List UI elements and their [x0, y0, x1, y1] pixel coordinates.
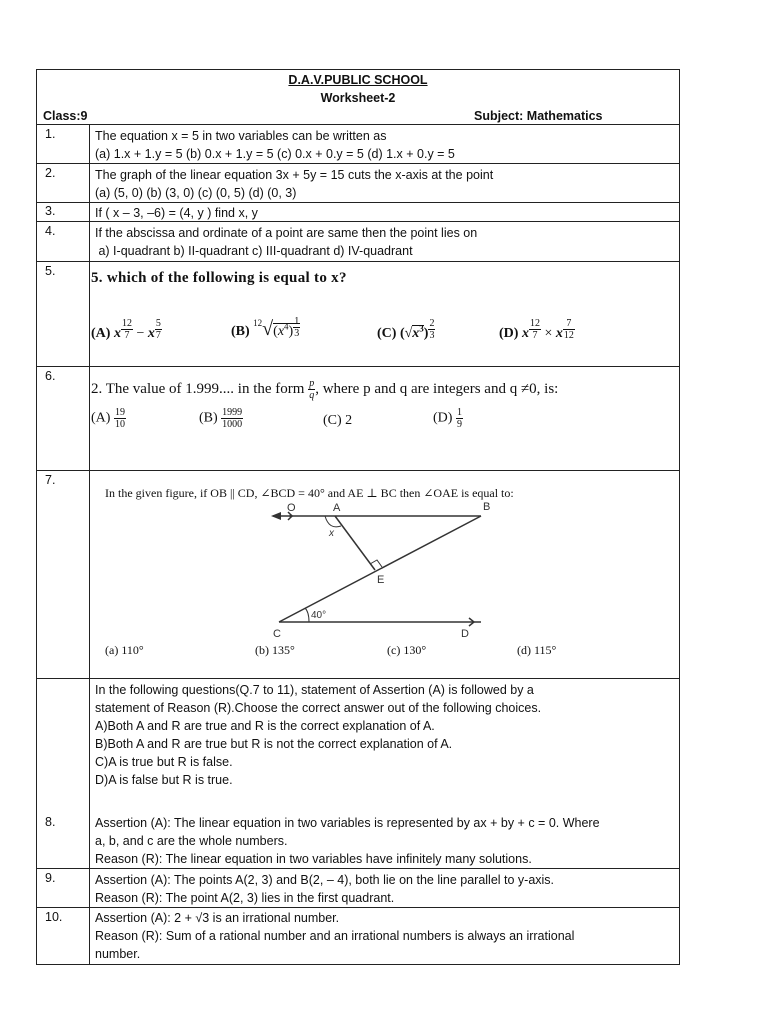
q6-option-a: (A) $\frac{19}{10}$: [91, 407, 125, 430]
line-cb: [279, 516, 481, 622]
choice-c-text: C)A is true but R is false.: [95, 755, 233, 769]
instructions-line: In the following questions(Q.7 to 11), statement of Assertion (A) is followed by a: [95, 683, 534, 697]
label-d: D: [461, 628, 469, 640]
assertion-instructions: [95, 681, 671, 789]
label-o: O: [287, 502, 296, 514]
q9-text: [95, 871, 671, 907]
worksheet-table: [36, 69, 680, 965]
q1-number: 1.: [45, 127, 56, 141]
choice-a-text: A)Both A and R are true and R is the correct explanation of A.: [95, 719, 435, 733]
q2-stem: The graph of the linear equation 3x + 5y = 15 cuts the x-axis at the point: [95, 168, 494, 182]
q6-option-c: (C) 2: [323, 413, 353, 428]
q10-number: 10.: [45, 910, 63, 924]
q10-text: [95, 909, 671, 963]
q5-number: 5.: [45, 264, 56, 278]
q3-text: If ( x – 3, –6) = (4, y ) find x, y: [95, 206, 258, 220]
label-e: E: [377, 574, 385, 586]
q5-option-d: (D) x $^{\frac{12}{7}}$ × x $^{\frac{7}{12}}$: [499, 318, 574, 342]
q10-reason-cont: number.: [95, 947, 141, 961]
instructions-line: statement of Reason (R).Choose the correct answer out of the following choices.: [95, 701, 542, 715]
q1-options: (a) 1.x + 1.y = 5 (b) 0.x + 1.y = 5 (c) 0.x + 0.y = 5 (d) 1.x + 0.y = 5: [95, 147, 455, 161]
q8-assertion: Assertion (A): The linear equation in two variables is represented by ax + by + c = 0. Where: [95, 816, 600, 830]
q10-assertion: Assertion (A): 2 + √3 is an irrational number.: [95, 911, 340, 925]
q6-stem: 2. The value of 1.999.... in the form $\frac{p}{q}$ , where p and q are integers and q ≠0, is:: [91, 378, 559, 401]
label-c: C: [273, 628, 281, 640]
q3-number: 3.: [45, 204, 56, 218]
q9-reason: Reason (R): The point A(2, 3) lies in the first quadrant.: [95, 891, 395, 905]
q10-reason: Reason (R): Sum of a rational number and an irrational numbers is always an irrational: [95, 929, 575, 943]
label-angle: 40°: [311, 610, 327, 621]
q6-option-b: (B) $\frac{1999}{1000}$: [199, 407, 243, 430]
q5-option-a: (A) x $^{\frac{12}{7}}$ − x $^{\frac{5}{7}}$: [91, 318, 161, 342]
label-a: A: [333, 502, 341, 514]
q4-stem: If the abscissa and ordinate of a point are same then the point lies on: [95, 226, 478, 240]
q8-assertion-cont: a, b, and c are the whole numbers.: [95, 834, 288, 848]
q4-number: 4.: [45, 224, 56, 238]
q9-assertion: Assertion (A): The points A(2, 3) and B(2, – 4), both lie on the line parallel to y-axis.: [95, 873, 555, 887]
q8-text: [95, 814, 671, 868]
subject-label: Subject: Mathematics: [474, 109, 603, 123]
label-b: B: [483, 501, 491, 513]
q2-number: 2.: [45, 166, 56, 180]
school-name: D.A.V.PUBLIC SCHOOL: [288, 73, 428, 87]
choice-b-text: B)Both A and R are true but R is not the correct explanation of A.: [95, 737, 453, 751]
label-x: x: [329, 528, 334, 539]
angle-40-arc: [305, 608, 309, 622]
q6-option-d: (D) $\frac{1}{9}$: [433, 407, 462, 430]
choice-d-text: D)A is false but R is true.: [95, 773, 233, 787]
point-o: [290, 515, 293, 518]
q5-option-c: (C) $(√x^3)$ $^{\frac{2}{3}}$: [377, 318, 435, 342]
q8-number: 8.: [45, 815, 56, 829]
q8-reason: Reason (R): The linear equation in two variables have infinitely many solutions.: [95, 852, 532, 866]
worksheet-title: Worksheet-2: [320, 91, 396, 105]
q7-option-c: (c) 130°: [387, 643, 427, 657]
q7-option-d: (d) 115°: [517, 643, 557, 657]
q4-options: a) I-quadrant b) II-quadrant c) III-quadrant d) IV-quadrant: [95, 244, 413, 258]
q9-number: 9.: [45, 871, 56, 885]
q1-stem: The equation x = 5 in two variables can be written as: [95, 129, 387, 143]
q2-options: (a) (5, 0) (b) (3, 0) (c) (0, 5) (d) (0, 3): [95, 186, 297, 200]
line-ae: [335, 516, 375, 570]
q6-number: 6.: [45, 369, 56, 383]
q7-option-a: (a) 110°: [105, 643, 144, 657]
q7-number: 7.: [45, 473, 56, 487]
class-label: Class:9: [43, 109, 88, 123]
arrow-left-icon: [271, 512, 281, 520]
q7-option-b: (b) 135°: [255, 643, 295, 657]
q7-stem: In the given figure, if OB || CD, ∠BCD = 40° and AE ⊥ BC then ∠OAE is equal to:: [105, 486, 514, 500]
q5-option-b: (B) $^{12}√(x^4)$ $^{\frac{1}{3}}$: [231, 316, 300, 341]
q5-stem: 5. which of the following is equal to x?: [91, 270, 347, 286]
